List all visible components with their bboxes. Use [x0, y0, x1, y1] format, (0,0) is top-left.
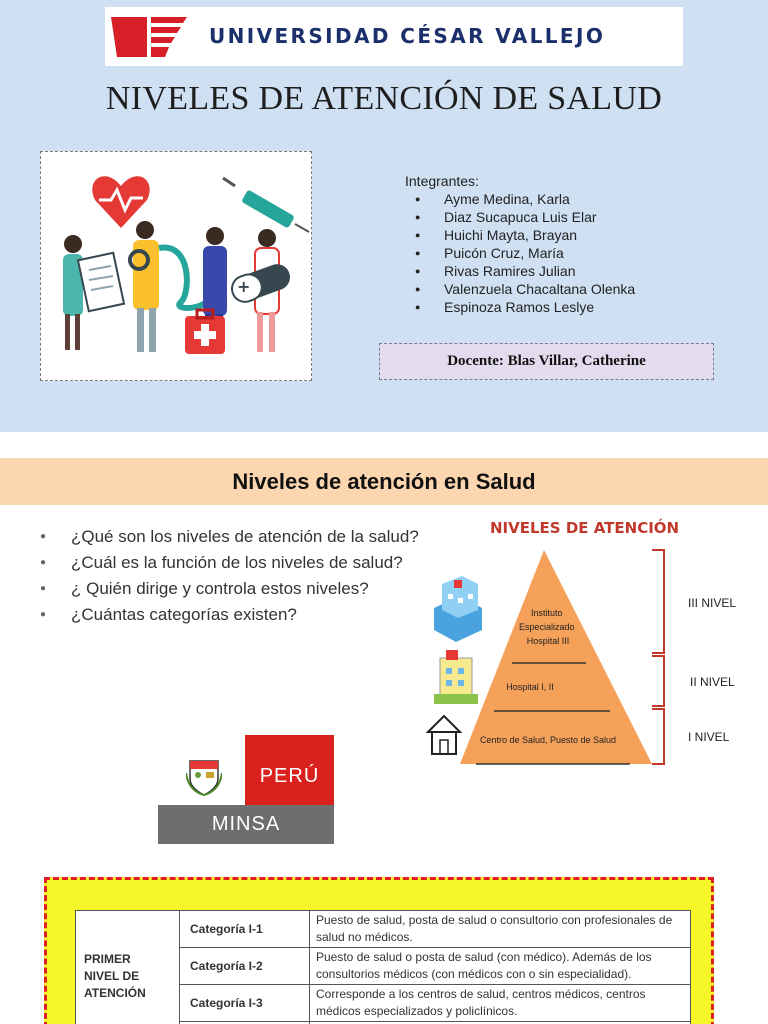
member-item: ● Espinoza Ramos Leslye [405, 298, 635, 316]
logo-minsa-text: MINSA [158, 805, 334, 844]
level-cell [76, 911, 180, 1024]
heart-icon [92, 176, 149, 228]
category-cell: Categoría I-1 [180, 911, 310, 948]
description-cell: Corresponde a los centros de salud, centros médicos, centros médicos especializados y policlínicos. [310, 985, 691, 1022]
hospital-building-icon [434, 576, 482, 642]
category-cell: Categoría I-2 [180, 948, 310, 985]
level-line: ATENCIÓN [84, 985, 146, 1000]
level-1-label: I NIVEL [688, 730, 730, 744]
peru-shield-icon [186, 753, 222, 797]
pyramid-top-label: Hospital III [526, 636, 570, 646]
members-label: Integrantes: [405, 173, 479, 189]
health-illustration [40, 151, 312, 381]
member-item: ● Puicón Cruz, María [405, 244, 635, 262]
pyramid-shape [460, 550, 652, 764]
member-item: ● Huichi Mayta, Brayan [405, 226, 635, 244]
levels-slide [0, 458, 768, 858]
level-3-label: III NIVEL [688, 596, 737, 610]
pyramid-top-label: Especializado [518, 622, 575, 632]
clinic-icon [434, 650, 478, 704]
level-line: PRIMER [84, 951, 131, 966]
question-item: ● ¿Cuál es la función de los niveles de salud? [40, 550, 420, 576]
pyramid-bottom-label: Centro de Salud, Puesto de Salud [479, 735, 617, 745]
members-list [405, 172, 635, 316]
question-item: ● ¿ Quién dirige y controla estos niveles? [40, 576, 420, 602]
person-clipboard-icon [63, 235, 124, 350]
logo-peru-text: PERÚ [259, 765, 320, 787]
category-cell: Categoría I-3 [180, 985, 310, 1022]
question-item: ● ¿Qué son los niveles de atención de la salud? [40, 524, 420, 550]
docente-label: Docente: Blas Villar, Catherine [379, 343, 714, 380]
question-list [40, 524, 420, 628]
first-aid-kit-icon [185, 310, 225, 354]
table-row [76, 911, 691, 948]
university-banner [105, 7, 683, 66]
person-pill-icon [228, 229, 293, 352]
house-icon [428, 716, 460, 754]
categories-slide [44, 877, 714, 1024]
svg-text:+: + [237, 277, 251, 296]
level-line: NIVEL DE [84, 968, 140, 983]
description-cell: Puesto de salud o posta de salud (con médico). Además de los consultorios médicos (con médicos con o sin especialidad). [310, 948, 691, 985]
member-item: ● Rivas Ramires Julian [405, 262, 635, 280]
member-item: ● Ayme Medina, Karla [405, 190, 635, 208]
ucv-logo-icon [111, 13, 191, 61]
description-cell: Puesto de salud, posta de salud o consultorio con profesionales de salud no médicos. [310, 911, 691, 948]
university-name: UNIVERSIDAD CÉSAR VALLEJO [209, 24, 606, 48]
question-item: ● ¿Cuántas categorías existen? [40, 602, 420, 628]
member-item: ● Diaz Sucapuca Luis Elar [405, 208, 635, 226]
member-item: ● Valenzuela Chacaltana Olenka [405, 280, 635, 298]
level-2-label: II NIVEL [690, 675, 735, 689]
title-slide [0, 0, 768, 432]
levels-pyramid-diagram [420, 508, 750, 770]
pyramid-middle-label: Hospital I, II [506, 682, 554, 692]
pyramid-top-label: Instituto [530, 608, 563, 618]
syringe-icon [223, 178, 309, 232]
categories-table-wrap [75, 910, 691, 1024]
presentation-title: NIVELES DE ATENCIÓN DE SALUD [105, 80, 663, 117]
pyramid-title: NIVELES DE ATENCIÓN [490, 519, 680, 537]
minsa-logo [158, 735, 334, 844]
categories-table [75, 910, 691, 1024]
section-header: Niveles de atención en Salud [0, 458, 768, 505]
